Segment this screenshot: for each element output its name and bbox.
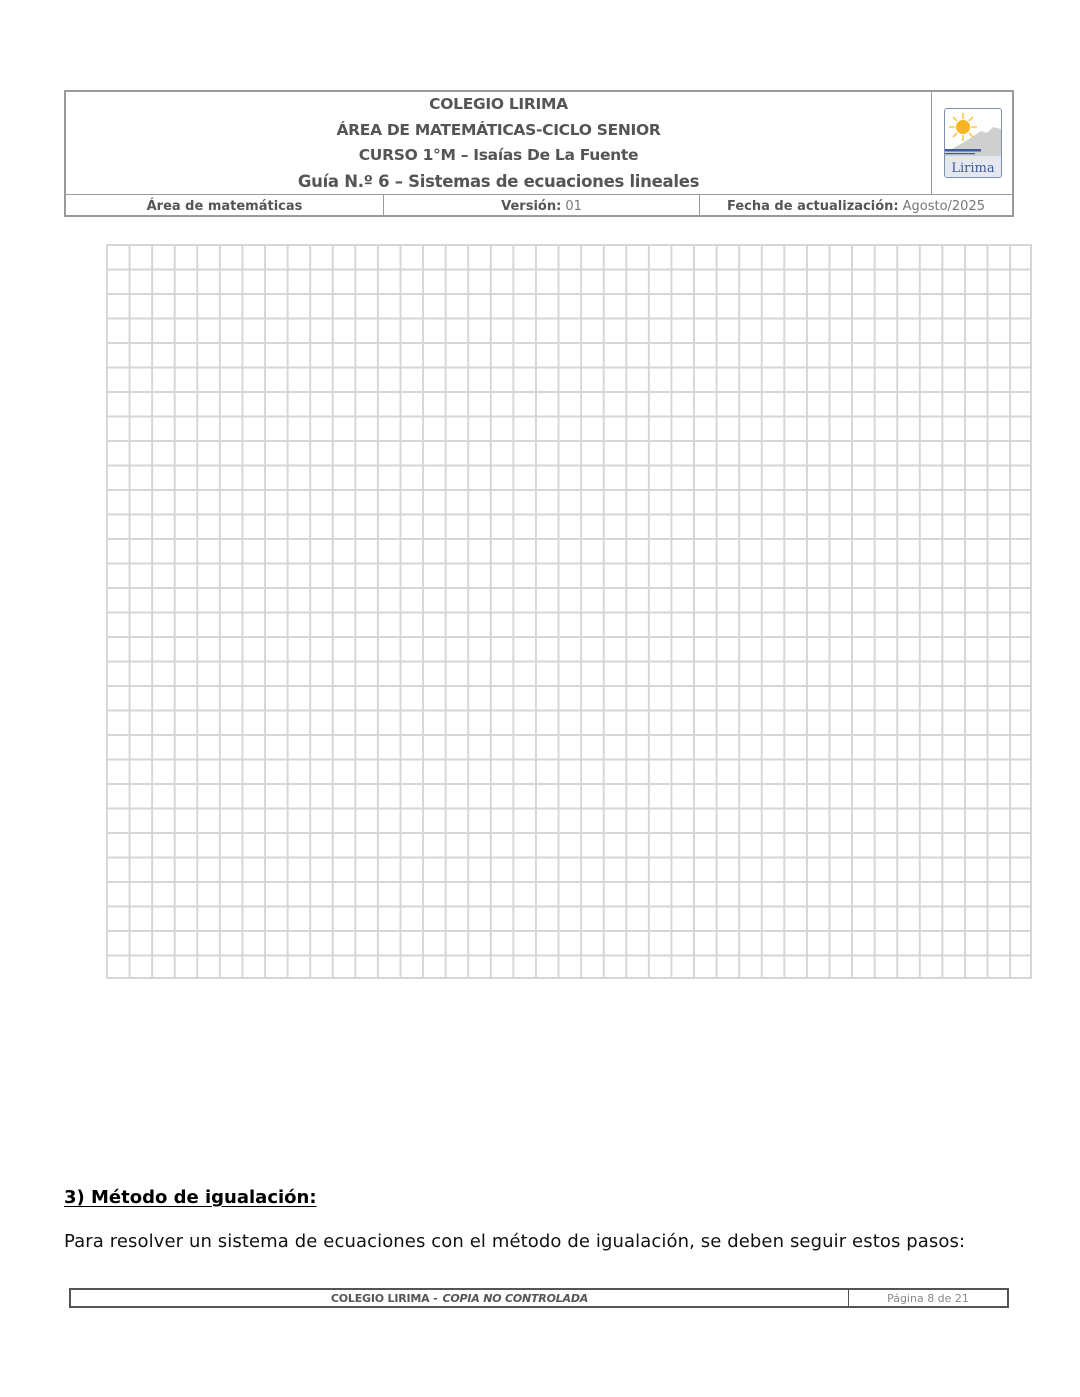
version-label: Versión:	[501, 198, 562, 214]
document-header	[64, 90, 1014, 217]
document-footer	[69, 1288, 1009, 1308]
date-cell	[699, 195, 1012, 217]
graph-paper-grid	[106, 244, 1032, 979]
area-label: Área de matemáticas	[146, 198, 303, 214]
area-cell	[66, 195, 383, 217]
footer-uncontrolled-copy: COPIA NO CONTROLADA	[442, 1291, 589, 1305]
version-value: 01	[565, 198, 582, 214]
header-title-block	[66, 92, 932, 194]
school-name: COLEGIO LIRIMA	[429, 95, 568, 113]
guide-title: Guía N.º 6 – Sistemas de ecuaciones lineales	[297, 171, 700, 191]
section-heading: 3) Método de igualación:	[64, 1187, 317, 1208]
department-name: ÁREA DE MATEMÁTICAS-CICLO SENIOR	[336, 120, 661, 139]
date-value: Agosto/2025	[902, 198, 985, 214]
version-cell	[383, 195, 699, 217]
svg-text:Lirima: Lirima	[951, 161, 995, 176]
section-paragraph: Para resolver un sistema de ecuaciones con el método de igualación, se deben seguir estos pasos:	[64, 1231, 966, 1252]
course-name: CURSO 1°M – Isaías De La Fuente	[358, 146, 639, 164]
header-meta-row	[66, 194, 1012, 217]
logo-cell	[932, 92, 1014, 194]
page-number: Página 8 de 21	[887, 1291, 969, 1305]
date-label: Fecha de actualización:	[727, 198, 899, 214]
footer-school: COLEGIO LIRIMA -	[330, 1291, 438, 1305]
footer-copy-notice	[71, 1290, 849, 1306]
sun-mountain-logo-icon	[944, 108, 1002, 178]
